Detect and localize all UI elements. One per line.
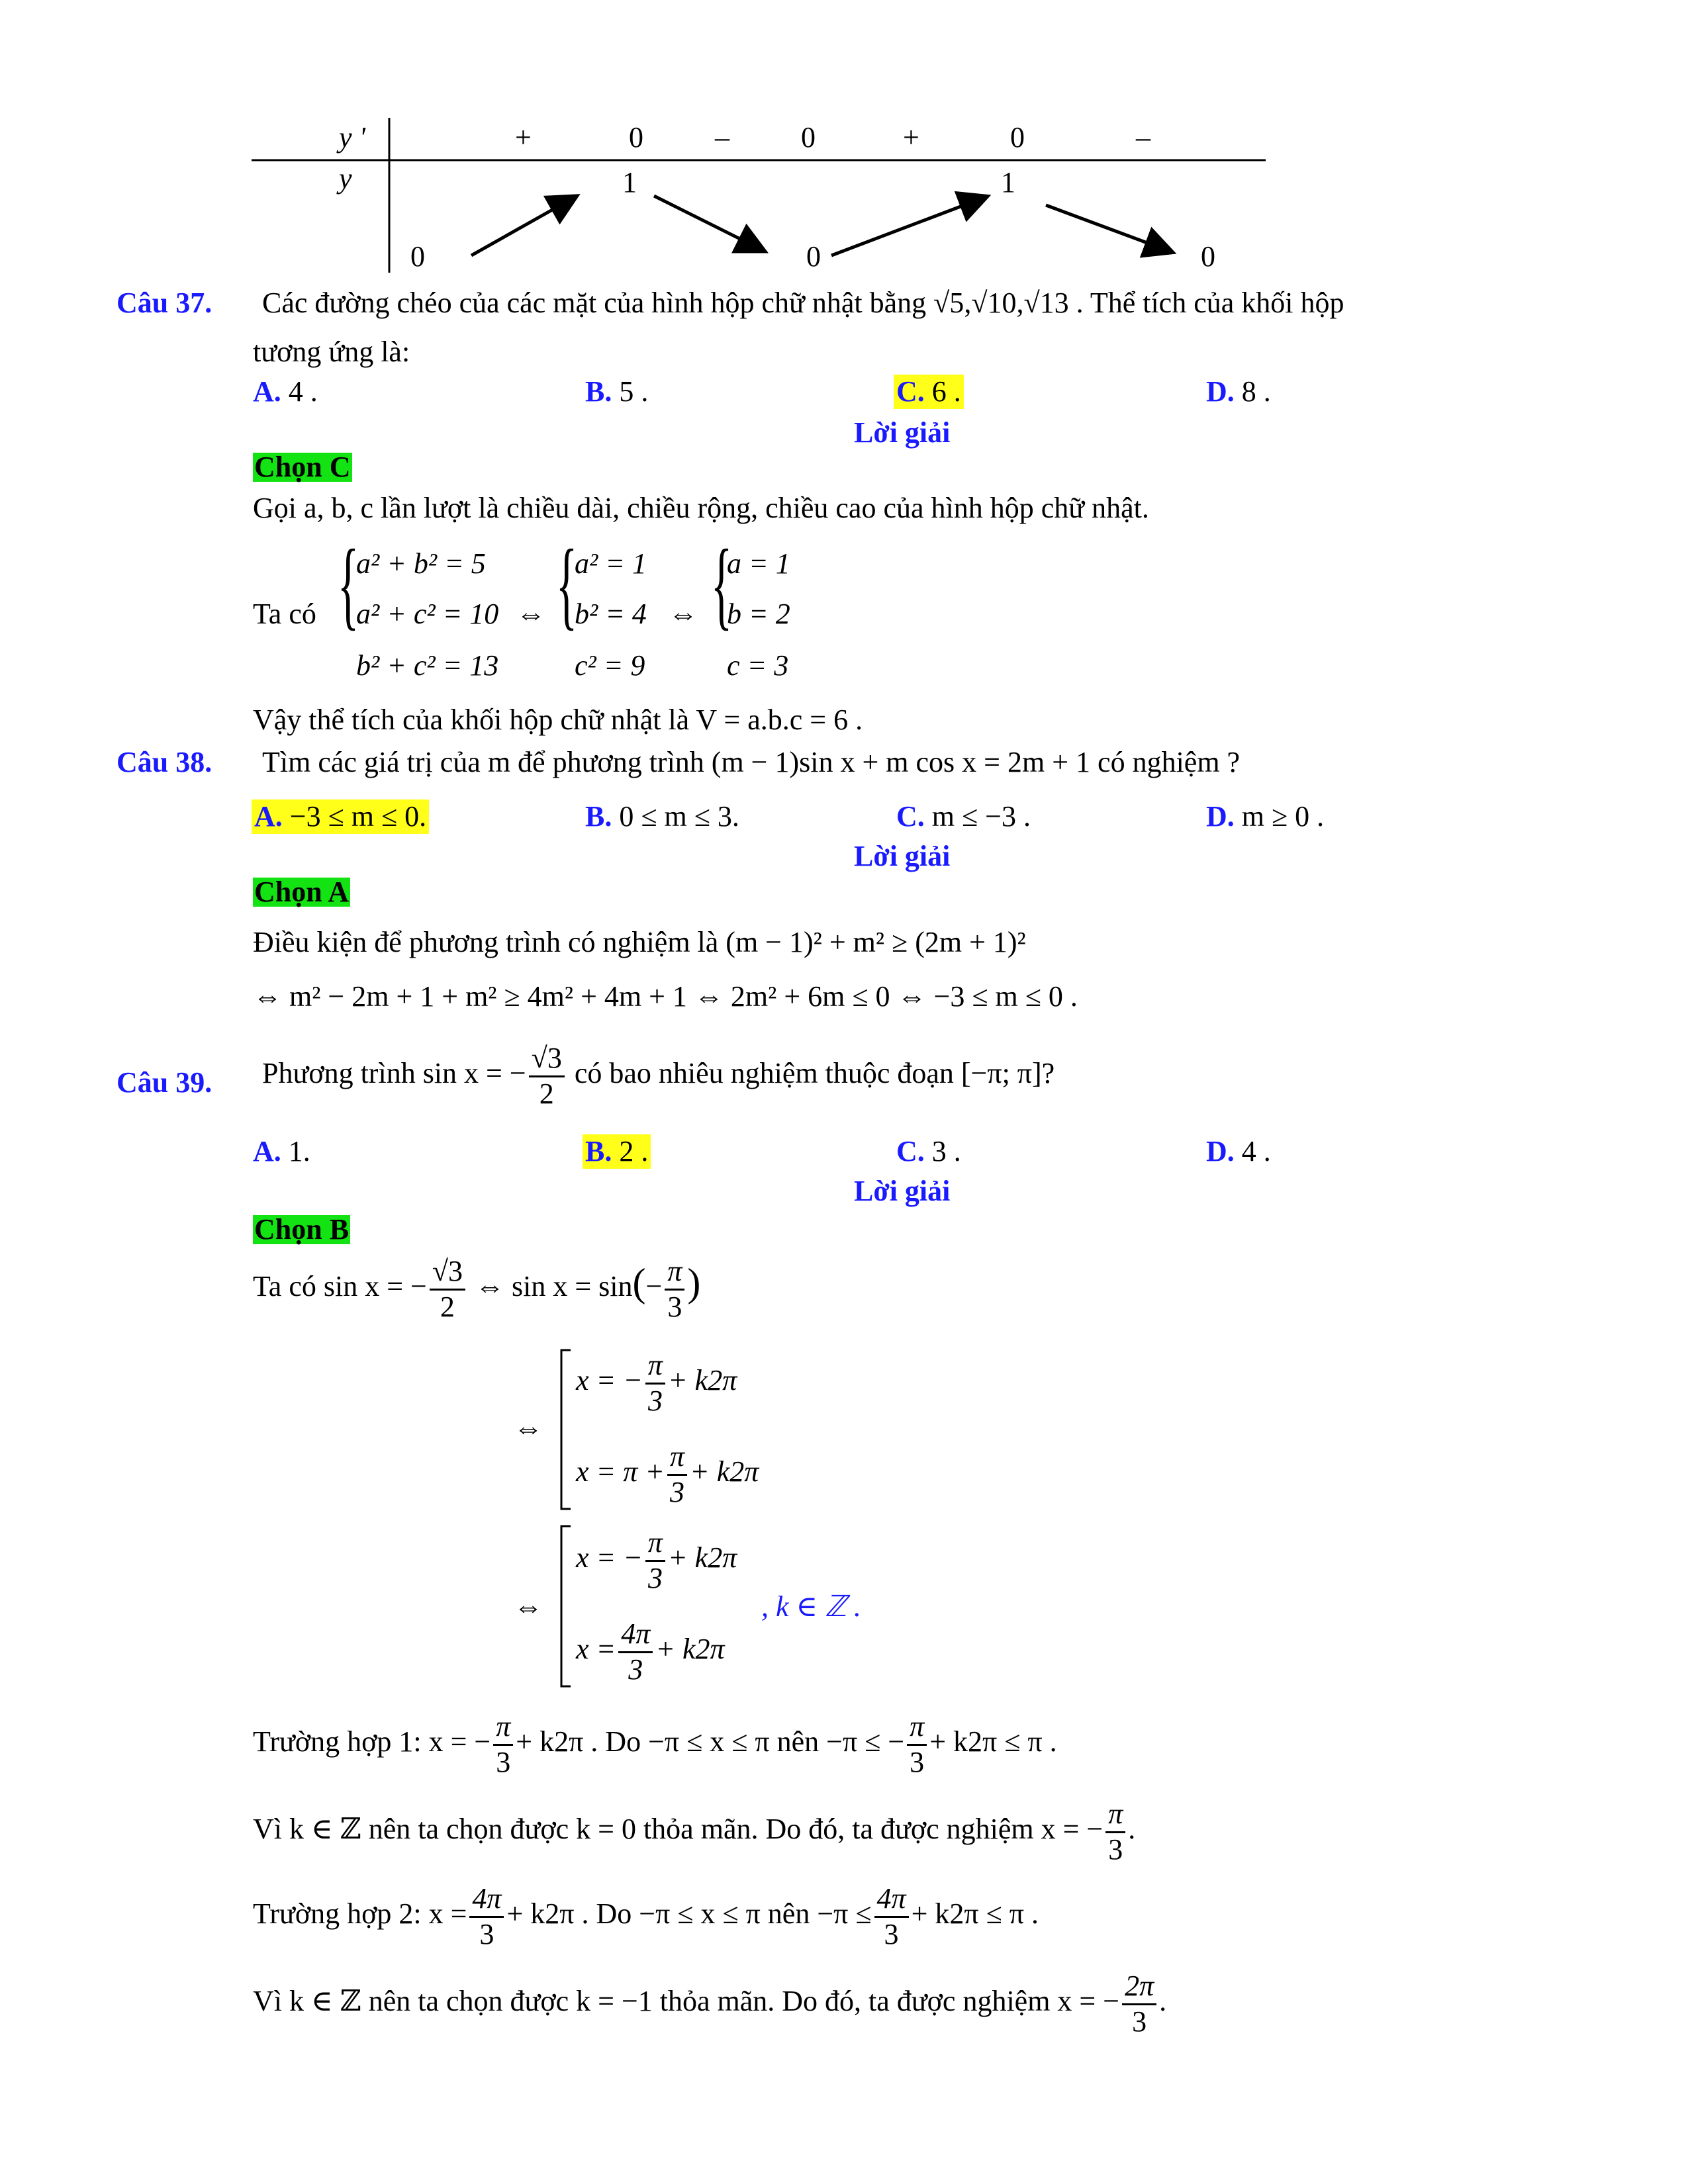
solution-title: Lời giải [854, 416, 951, 449]
question-text-line2: tương ứng là: [253, 336, 410, 368]
y-value: 0 [410, 240, 425, 273]
system-eq: a² + b² = 5 [356, 547, 486, 580]
equiv-symbol: ⇔ [514, 1412, 543, 1444]
solution-conclusion: Vậy thể tích của khối hộp chữ nhật là V = a.b.c = 6 . [253, 704, 863, 736]
solution-title: Lời giải [854, 1175, 951, 1207]
solution-title: Lời giải [854, 840, 951, 872]
answer-badge: Chọn A [254, 876, 350, 908]
variation-table-lines [0, 0, 1688, 285]
option-c-correct[interactable]: C. 6 . [894, 375, 964, 409]
y-value: 1 [622, 166, 637, 199]
row-label-dy: y ' [339, 121, 365, 154]
option-d[interactable]: D. 8 . [1206, 375, 1271, 408]
case-eq: x = − $\frac{\pi}{3}$ + k2π [576, 1526, 737, 1594]
option-b[interactable]: B. 5 . [585, 375, 649, 408]
question-number: Câu 39. [117, 1066, 212, 1099]
case-eq: x = − $\frac{\pi}{3}$ + k2π [576, 1349, 737, 1417]
case-eq: x = π + $\frac{\pi}{3}$ + k2π [576, 1440, 759, 1508]
y-value: 0 [1201, 240, 1215, 273]
arrow-up-2 [831, 197, 985, 255]
system-eq: b² = 4 [575, 598, 647, 630]
ta-co-label: Ta có [253, 598, 316, 630]
dy-sign: 0 [801, 121, 816, 154]
equiv-symbol: ⇔ [669, 598, 698, 630]
y-value: 0 [806, 240, 821, 273]
question-text: Phương trình sin x = − $\frac{√3}{2}$ có bao nhiêu nghiệm thuộc đoạn [−π; π]? [262, 1042, 1055, 1110]
dy-sign: + [515, 121, 532, 154]
k-in-z: , k ∈ ℤ . [761, 1590, 861, 1623]
arrow-up-1 [471, 197, 575, 255]
question-number: Câu 37. [117, 287, 212, 319]
system-brace: { [555, 529, 578, 639]
dy-sign: 0 [1010, 121, 1025, 154]
y-value: 1 [1001, 166, 1015, 199]
arrow-down-2 [1046, 205, 1170, 251]
option-b-correct[interactable]: B. 2 . [583, 1134, 651, 1169]
equiv-symbol: ⇔ [516, 598, 545, 630]
option-d[interactable]: D. 4 . [1206, 1135, 1271, 1167]
solution-equation: Ta có sin x = − $\frac{√3}{2}$ ⇔ sin x = sin(− $\frac{\pi}{3}$ ) [253, 1255, 701, 1323]
system-brace: { [337, 529, 359, 639]
option-c[interactable]: C. m ≤ −3 . [896, 800, 1031, 833]
system-eq: b² + c² = 13 [356, 649, 499, 682]
dy-sign: + [903, 121, 919, 154]
option-a-correct[interactable]: A. −3 ≤ m ≤ 0. [252, 799, 429, 834]
dy-sign: – [1136, 121, 1150, 154]
case-2: Trường hợp 2: x = $\frac{4\pi}{3}$ + k2π . Do −π ≤ x ≤ π nên −π ≤ $\frac{4\pi}{3}$ + k2π ≤ π . [253, 1882, 1039, 1950]
option-a[interactable]: A. 4 . [253, 375, 318, 408]
solution-line: Điều kiện để phương trình có nghiệm là (m − 1)² + m² ≥ (2m + 1)² [253, 926, 1026, 958]
row-label-y: y [339, 162, 352, 195]
system-eq: a = 1 [727, 547, 790, 580]
system-eq: a² = 1 [575, 547, 647, 580]
solution-line: ⇔ m² − 2m + 1 + m² ≥ 4m² + 4m + 1 ⇔ 2m² + 6m ≤ 0 ⇔ −3 ≤ m ≤ 0 . [253, 980, 1078, 1013]
system-brace: { [710, 529, 733, 639]
option-b[interactable]: B. 0 ≤ m ≤ 3. [585, 800, 739, 833]
answer-badge: Chọn B [254, 1213, 350, 1246]
question-number: Câu 38. [117, 746, 212, 778]
system-eq: b = 2 [727, 598, 790, 630]
dy-sign: 0 [629, 121, 643, 154]
system-eq: c² = 9 [575, 649, 645, 682]
system-eq: a² + c² = 10 [356, 598, 499, 630]
case-1-result: Vì k ∈ ℤ nên ta chọn được k = 0 thỏa mãn. Do đó, ta được nghiệm x = − $\frac{\pi}{3}$ . [253, 1797, 1136, 1866]
answer-badge: Chọn C [254, 451, 351, 483]
case-2-result: Vì k ∈ ℤ nên ta chọn được k = −1 thỏa mãn. Do đó, ta được nghiệm x = − $\frac{2\pi}{3}$ . [253, 1970, 1167, 2038]
dy-sign: – [715, 121, 729, 154]
case-eq: x = $\frac{4\pi}{3}$ + k2π [576, 1617, 725, 1686]
arrow-down-1 [654, 196, 763, 250]
option-d[interactable]: D. m ≥ 0 . [1206, 800, 1325, 833]
question-text: Tìm các giá trị của m để phương trình (m − 1)sin x + m cos x = 2m + 1 có nghiệm ? [262, 746, 1241, 778]
question-text: Các đường chéo của các mặt của hình hộp chữ nhật bằng √5,√10,√13 . Thể tích của khối hộp [262, 287, 1344, 319]
option-c[interactable]: C. 3 . [896, 1135, 961, 1167]
option-a[interactable]: A. 1. [253, 1135, 310, 1167]
solution-line: Gọi a, b, c lần lượt là chiều dài, chiều rộng, chiều cao của hình hộp chữ nhật. [253, 492, 1149, 524]
case-1: Trường hợp 1: x = − $\frac{\pi}{3}$ + k2π . Do −π ≤ x ≤ π nên −π ≤ − $\frac{\pi}{3}$ + k2π ≤ π . [253, 1710, 1057, 1778]
system-eq: c = 3 [727, 649, 789, 682]
equiv-symbol: ⇔ [514, 1590, 543, 1623]
